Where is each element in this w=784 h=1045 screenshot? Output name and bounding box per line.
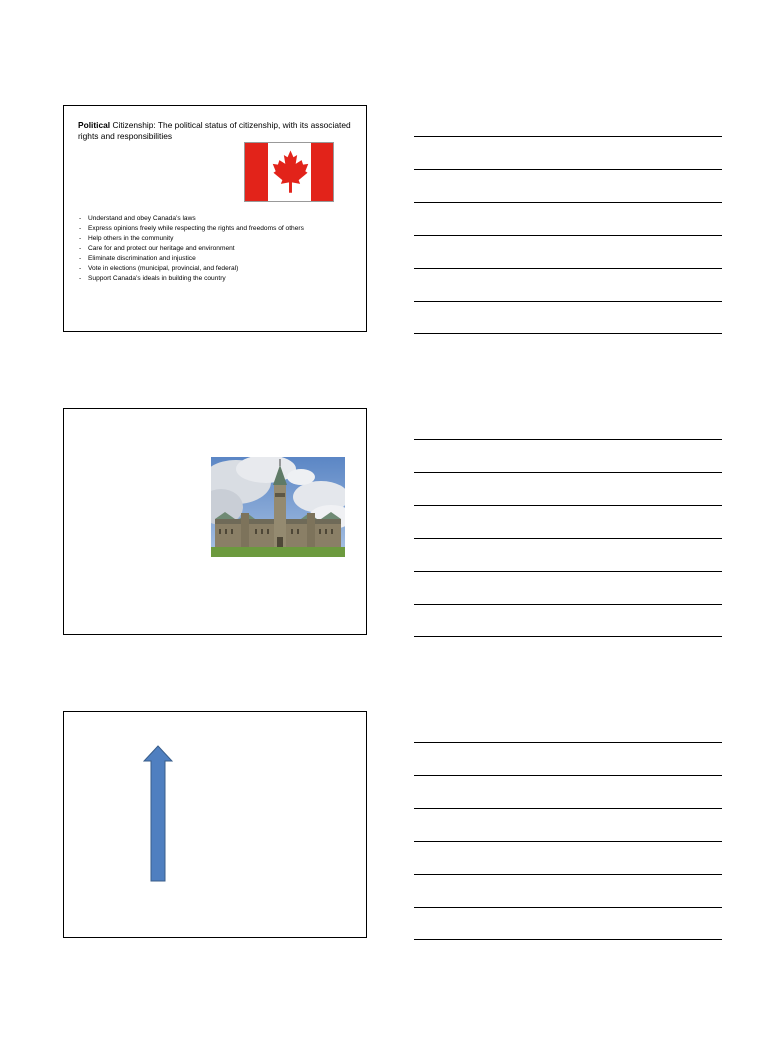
list-item: - Express opinions freely while respecting the rights and freedoms of others bbox=[78, 224, 328, 234]
list-item: - Vote in elections (municipal, provincial, and federal) bbox=[78, 264, 328, 274]
note-line bbox=[414, 538, 722, 539]
slide-1-title bbox=[78, 120, 358, 142]
note-line bbox=[414, 268, 722, 269]
flag-right-band bbox=[311, 143, 334, 201]
responsibilities-list bbox=[78, 214, 328, 284]
note-line bbox=[414, 136, 722, 137]
note-line bbox=[414, 907, 722, 908]
title-text: Citizenship: The political status of citizenship, with its associated rights and responsibilities bbox=[78, 120, 351, 141]
flag-center-field bbox=[268, 143, 311, 201]
note-line bbox=[414, 571, 722, 572]
note-line bbox=[414, 505, 722, 506]
note-line bbox=[414, 235, 722, 236]
maple-leaf-icon bbox=[272, 149, 309, 195]
note-line bbox=[414, 169, 722, 170]
parliament-building-photo bbox=[211, 457, 345, 557]
flag-left-band bbox=[245, 143, 268, 201]
list-item: - Eliminate discrimination and injustice bbox=[78, 254, 328, 264]
note-line bbox=[414, 439, 722, 440]
list-item: - Help others in the community bbox=[78, 234, 328, 244]
list-item: - Care for and protect our heritage and environment bbox=[78, 244, 328, 254]
list-item: - Support Canada’s ideals in building the country bbox=[78, 274, 328, 284]
note-line bbox=[414, 775, 722, 776]
note-line bbox=[414, 301, 722, 302]
slide-2 bbox=[63, 408, 367, 635]
note-line bbox=[414, 841, 722, 842]
note-line bbox=[414, 333, 722, 334]
note-line bbox=[414, 939, 722, 940]
title-bold-word: Political bbox=[78, 120, 111, 130]
note-line bbox=[414, 874, 722, 875]
note-line bbox=[414, 636, 722, 637]
note-line bbox=[414, 742, 722, 743]
slide-3 bbox=[63, 711, 367, 938]
note-line bbox=[414, 604, 722, 605]
up-arrow-icon bbox=[143, 745, 173, 882]
note-line bbox=[414, 202, 722, 203]
list-item: - Understand and obey Canada’s laws bbox=[78, 214, 328, 224]
note-line bbox=[414, 808, 722, 809]
note-line bbox=[414, 472, 722, 473]
slide-1 bbox=[63, 105, 367, 332]
canadian-flag-image bbox=[244, 142, 334, 202]
